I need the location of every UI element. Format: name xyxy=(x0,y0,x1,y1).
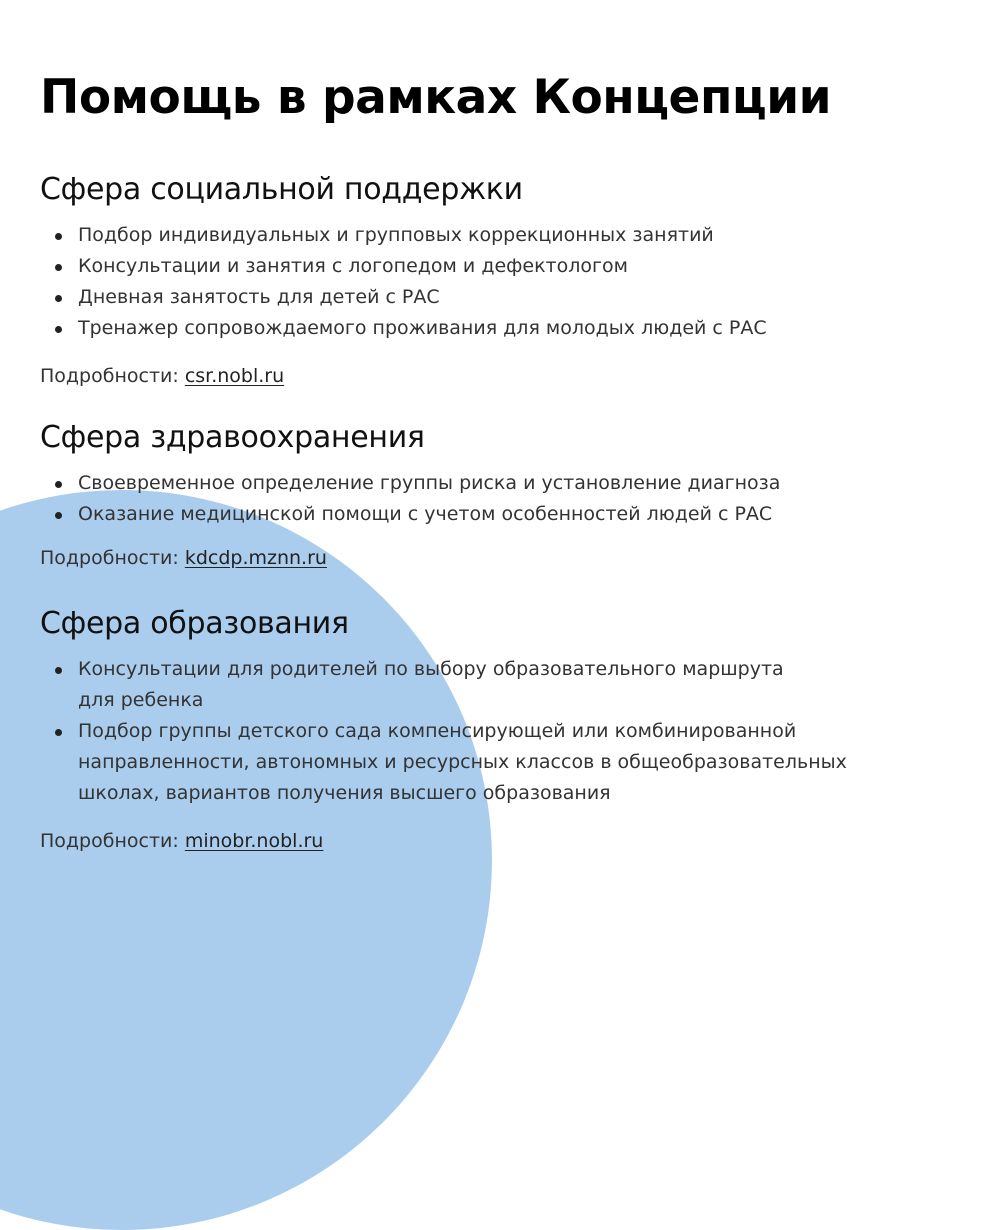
details-label: Подробности: xyxy=(40,547,179,569)
list-item xyxy=(40,468,980,499)
details-link-minobr[interactable]: minobr.nobl.ru xyxy=(184,830,324,852)
details-link-csr[interactable]: csr.nobl.ru xyxy=(184,365,285,387)
item-list xyxy=(40,220,980,344)
list-item xyxy=(40,220,980,251)
section-title: Сфера образования xyxy=(40,606,349,641)
details-link-kdcdp[interactable]: kdcdp.mznn.ru xyxy=(184,547,327,569)
list-item-text: Консультации и занятия с логопедом и дефектологом xyxy=(78,255,628,277)
list-item-text: Подбор индивидуальных и групповых коррекционных занятий xyxy=(78,224,714,246)
section-healthcare xyxy=(40,418,980,572)
item-list xyxy=(40,654,980,809)
section-title: Сфера социальной поддержки xyxy=(40,172,523,207)
bullet-icon xyxy=(55,729,62,736)
bullet-icon xyxy=(55,326,62,333)
details-label: Подробности: xyxy=(40,830,179,852)
background-circle xyxy=(0,490,492,1230)
list-item-text: Подбор группы детского сада компенсирующей или комбинированной направленности, автономных и ресурсных классов в общеобразовательных школах, вариантов получения высшего образования xyxy=(78,720,847,804)
details-line xyxy=(40,362,980,390)
list-item xyxy=(40,313,980,344)
item-list xyxy=(40,468,980,530)
bullet-icon xyxy=(55,295,62,302)
section-title: Сфера здравоохранения xyxy=(40,420,425,455)
page-title: Помощь в рамках Концепции xyxy=(40,70,832,125)
section-education xyxy=(40,604,980,855)
list-item-text: Оказание медицинской помощи с учетом особенностей людей с РАС xyxy=(78,503,773,525)
bullet-icon xyxy=(55,481,62,488)
details-line xyxy=(40,544,980,572)
list-item xyxy=(40,716,980,809)
list-item xyxy=(40,499,980,530)
bullet-icon xyxy=(55,264,62,271)
section-social-support xyxy=(40,170,980,390)
list-item-text: Консультации для родителей по выбору образовательного маршрута для ребенка xyxy=(78,658,784,711)
details-line xyxy=(40,827,980,855)
bullet-icon xyxy=(55,233,62,240)
list-item-text: Тренажер сопровождаемого проживания для молодых людей с РАС xyxy=(78,317,767,339)
list-item xyxy=(40,654,980,716)
list-item xyxy=(40,282,980,313)
list-item-text: Дневная занятость для детей с РАС xyxy=(78,286,440,308)
bullet-icon xyxy=(55,512,62,519)
details-label: Подробности: xyxy=(40,365,179,387)
list-item xyxy=(40,251,980,282)
list-item-text: Своевременное определение группы риска и установление диагноза xyxy=(78,472,781,494)
bullet-icon xyxy=(55,667,62,674)
